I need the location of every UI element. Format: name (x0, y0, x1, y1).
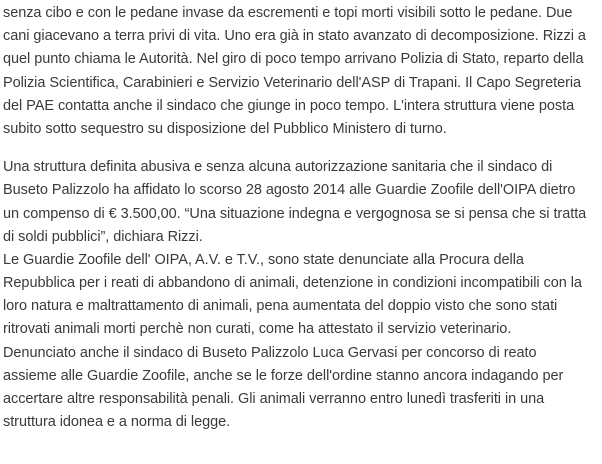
text-line: Denunciato anche il sindaco di Buseto Palizzolo Luca Gervasi per concorso di reato (3, 344, 537, 361)
text-line: quel punto chiama le Autorità. Nel giro di poco tempo arrivano Polizia di Stato, reparto della (3, 51, 584, 68)
paragraph-seizure-report (3, 2, 602, 141)
article-body (3, 2, 602, 434)
text-line: Repubblica per i reati di abbandono di animali, detenzione in condizioni incompatibili con la (3, 275, 582, 292)
text-line: subito sotto sequestro su disposizione del Pubblico Ministero di turno. (3, 120, 447, 137)
text-line: cani giacevano a terra privi di vita. Uno era già in stato avanzato di decomposizione. Rizzi a (3, 28, 586, 45)
text-line: accertare altre responsabilità penali. Gli animali verranno entro lunedì trasferiti in una (3, 391, 545, 407)
text-line: Le Guardie Zoofile dell' OIPA, A.V. e T.V., sono state denunciate alla Procura della (3, 251, 524, 268)
text-line: di soldi pubblici”, dichiara Rizzi. (3, 228, 203, 245)
paragraph-complaint-details (3, 156, 602, 434)
paragraph-spacer (3, 141, 602, 156)
text-line: Polizia Scientifica, Carabinieri e Servizio Veterinario dell'ASP di Trapani. Il Capo Segreteria (3, 74, 582, 91)
text-line: del PAE contatta anche il sindaco che giunge in poco tempo. L'intera struttura viene posta (3, 97, 575, 114)
text-line: Buseto Palizzolo ha affidato lo scorso 28 agosto 2014 alle Guardie Zoofile dell'OIPA dietro (3, 182, 576, 199)
text-line: struttura idonea e a norma di legge. (3, 414, 231, 431)
text-line: loro natura e maltrattamento di animali, pena aumentata del doppio visto che sono stati (3, 298, 558, 315)
text-line: senza cibo e con le pedane invase da escrementi e topi morti visibili sotto le pedane. Due (3, 5, 573, 21)
text-line: assieme alle Guardie Zoofile, anche se le forze dell'ordine stanno ancora indagando per (3, 367, 564, 384)
text-line: ritrovati animali morti perchè non curati, come ha attestato il servizio veterinario. (3, 321, 512, 338)
text-line: Una struttura definita abusiva e senza alcuna autorizzazione sanitaria che il sindaco di (3, 159, 553, 176)
text-line: un compenso di € 3.500,00. “Una situazione indegna e vergognosa se si pensa che si tratta (3, 205, 587, 222)
